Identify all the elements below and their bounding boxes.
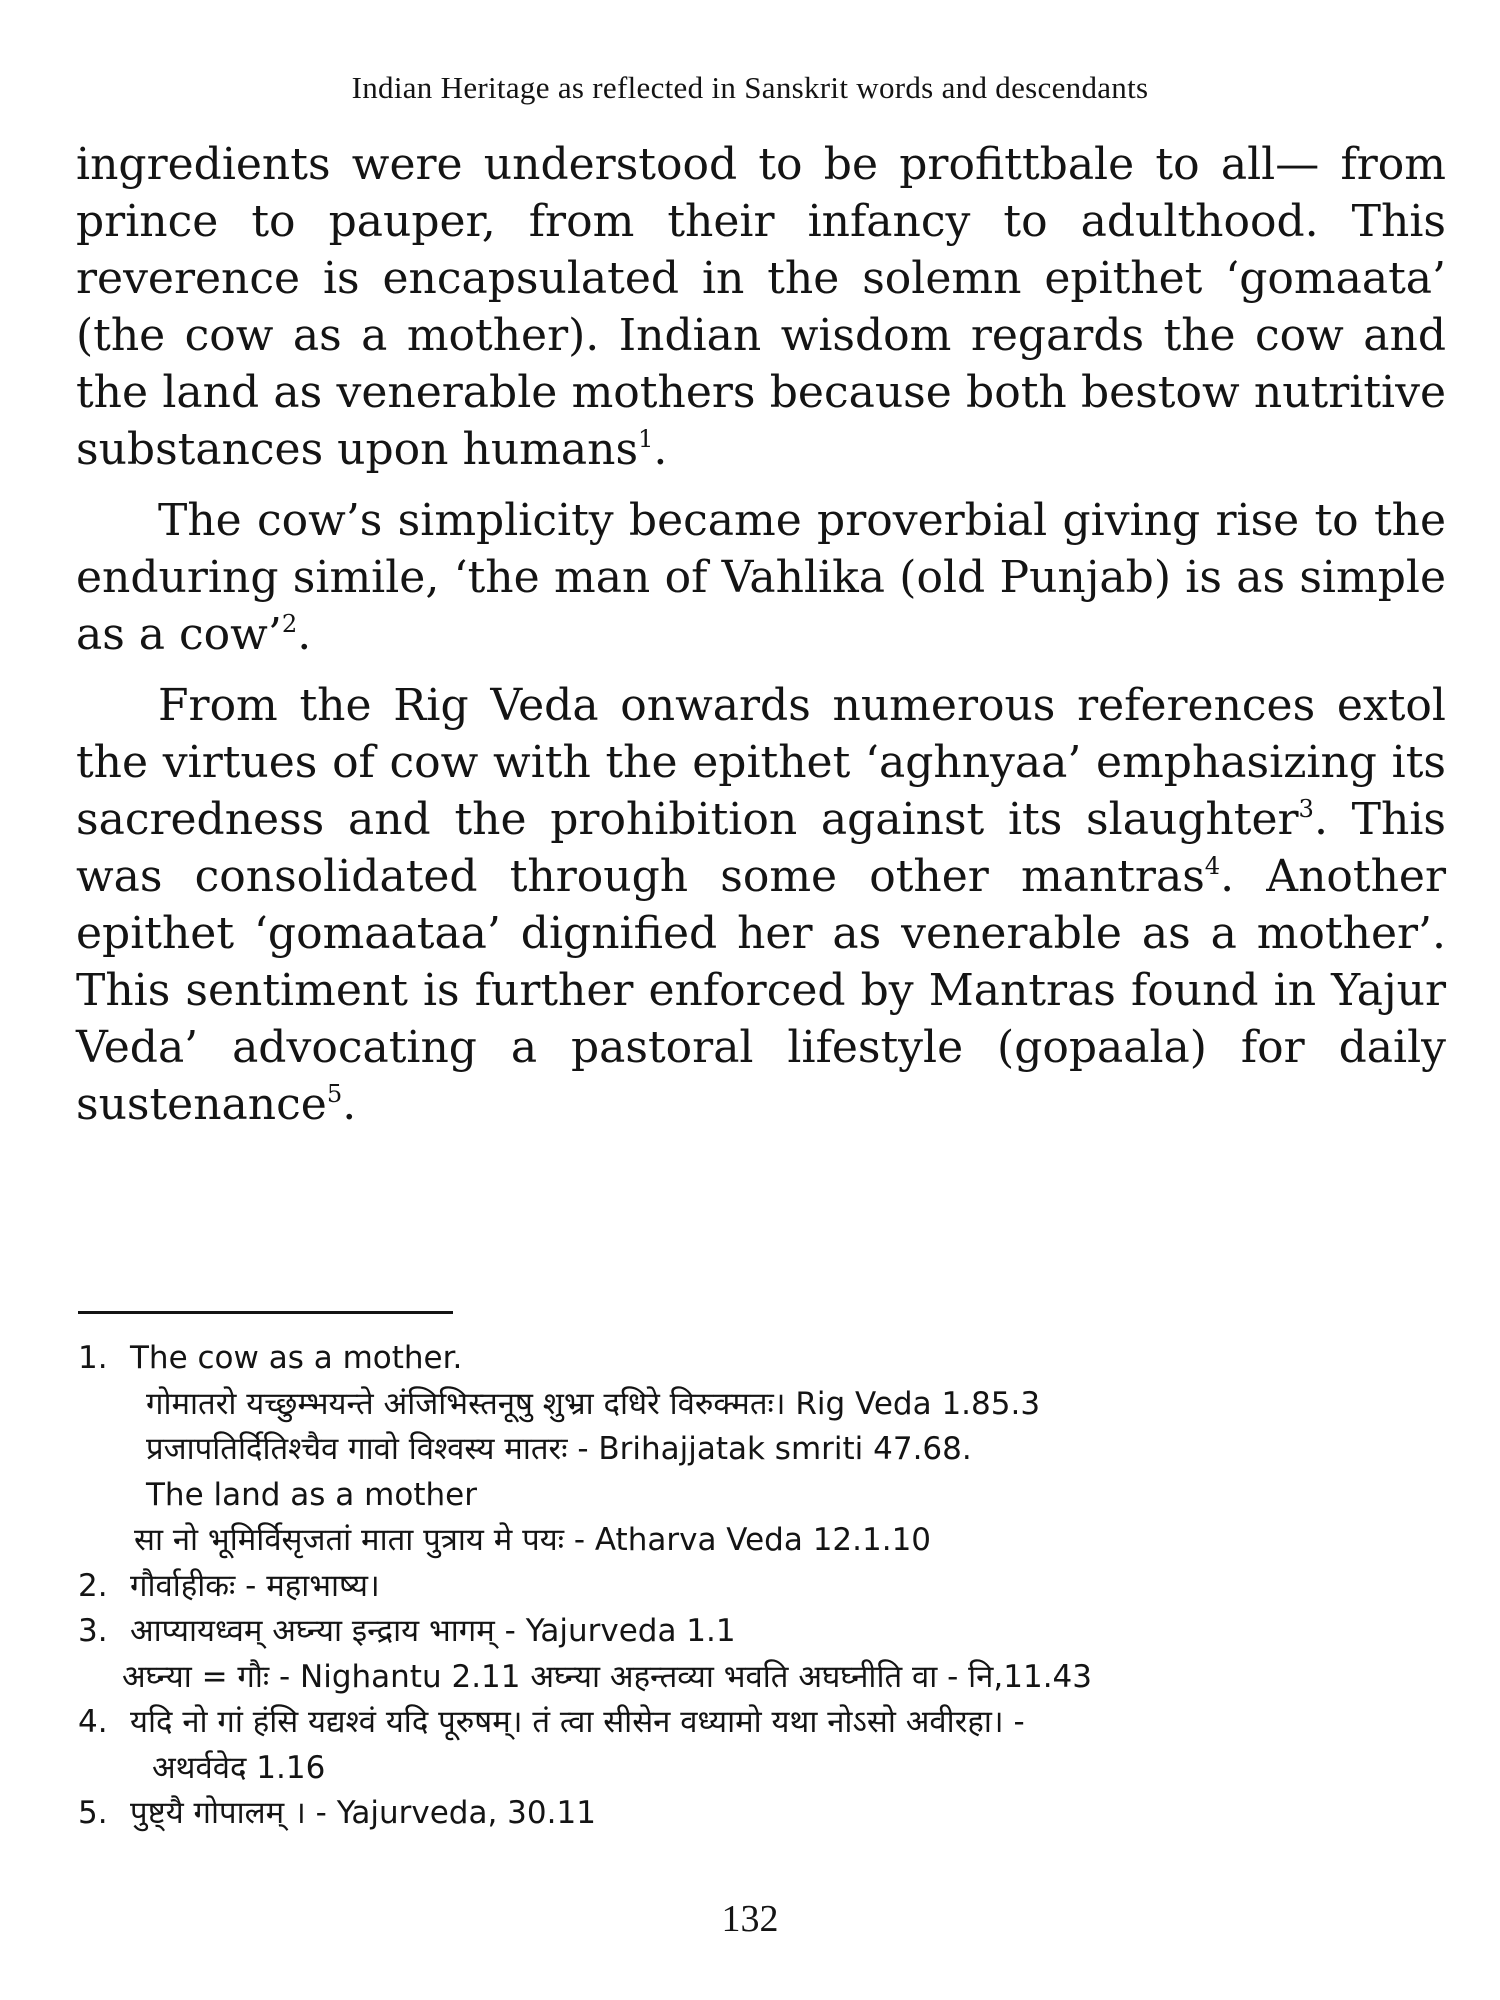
footnote-heading: The cow as a mother. <box>130 1340 463 1376</box>
body-text <box>76 136 1446 1147</box>
footnote-text: यदि नो गां हंसि यद्यश्वं यदि पूरुषम्। तं त्वा सीसेन वध्यामो यथा नोऽसो अवीरहा। - <box>130 1704 1025 1740</box>
footnote-1-subheading: The land as a mother <box>146 1476 477 1513</box>
footnote-4 <box>78 1700 1458 1746</box>
footnote-ref: 3 <box>1298 795 1314 824</box>
footnote-text: गौर्वाहीकः - महाभाष्य। <box>130 1567 380 1604</box>
footnote-number: 2. <box>78 1567 108 1604</box>
footnote-number: 4. <box>78 1704 108 1740</box>
footnote-1-line-2: प्रजापतिर्दितिश्चैव गावो विश्वस्य मातरः - Brihajjatak smriti 47.68. <box>146 1431 972 1467</box>
footnote-1-line-1: गोमातरो यच्छुम्भयन्ते अंजिभिस्तनूषु शुभ्रा दधिरे विरुक्मतः। Rig Veda 1.85.3 <box>146 1385 1041 1422</box>
paragraph-text: From the Rig Veda onwards numerous references extol the virtues of cow with the epithet ‘aghnyaa’ emphasizing its sacredness and the prohibition against its slaughter <box>76 680 1446 845</box>
footnote-3 <box>78 1609 1458 1655</box>
footnote-ref: 1 <box>638 425 654 454</box>
footnote-5 <box>78 1791 1458 1837</box>
page-number: 132 <box>721 1898 779 1940</box>
paragraph-text: . This was consolidated through some other mantras <box>76 794 1447 902</box>
footnote-1 <box>78 1336 1458 1382</box>
footnote-4-line-2: अथर्ववेद 1.16 <box>152 1749 326 1786</box>
footnotes <box>78 1336 1458 1837</box>
footnote-ref: 5 <box>326 1080 343 1109</box>
footnote-ref: 2 <box>281 610 298 639</box>
footnote-number: 5. <box>78 1795 108 1831</box>
paragraph-tail: . <box>297 609 312 660</box>
running-head: Indian Heritage as reflected in Sanskrit words and descendants <box>351 70 1149 105</box>
footnote-1-line-3: सा नो भूमिर्विसृजतां माता पुत्राय मे पयः - Atharva Veda 12.1.10 <box>134 1522 932 1558</box>
paragraph-1 <box>76 136 1446 478</box>
footnote-divider <box>78 1311 453 1314</box>
footnote-text: आप्यायध्वम् अघ्न्या इन्द्राय भागम् - Yajurveda 1.1 <box>130 1613 736 1649</box>
footnote-number: 1. <box>78 1340 108 1376</box>
footnote-ref: 4 <box>1204 852 1221 881</box>
paragraph-tail: . <box>342 1079 357 1130</box>
paragraph-3 <box>76 677 1446 1133</box>
footnote-text: पुष्ट्यै गोपालम् । - Yajurveda, 30.11 <box>130 1795 596 1831</box>
footnote-number: 3. <box>78 1613 108 1649</box>
paragraph-text: . Another epithet ‘gomaataa’ dignified her as venerable as a mother’. This sentiment is further enforced by Mantras found in Yajur Veda’ advocating a pastoral lifestyle (gopaala) for daily sustenance <box>76 851 1446 1130</box>
footnote-3-line-2: अघ्न्या = गौः - Nighantu 2.11 अघ्न्या अहन्तव्या भवति अघघ्नीति वा - नि,11.43 <box>122 1658 1092 1695</box>
paragraph-text: The cow’s simplicity became proverbial giving rise to the enduring simile, ‘the man of Vahlika (old Punjab) is as simple as a cow’ <box>76 495 1446 660</box>
paragraph-text: ingredients were understood to be profittbale to all— from prince to pauper, from their infancy to adulthood. This reverence is encapsulated in the solemn epithet ‘gomaata’ (the cow as a mother). Indian wisdom regards the cow and the land as venerable mothers because both bestow nutritive substances upon humans <box>76 139 1446 475</box>
paragraph-2 <box>76 492 1446 663</box>
paragraph-tail: . <box>653 424 668 475</box>
footnote-2 <box>78 1564 1458 1610</box>
